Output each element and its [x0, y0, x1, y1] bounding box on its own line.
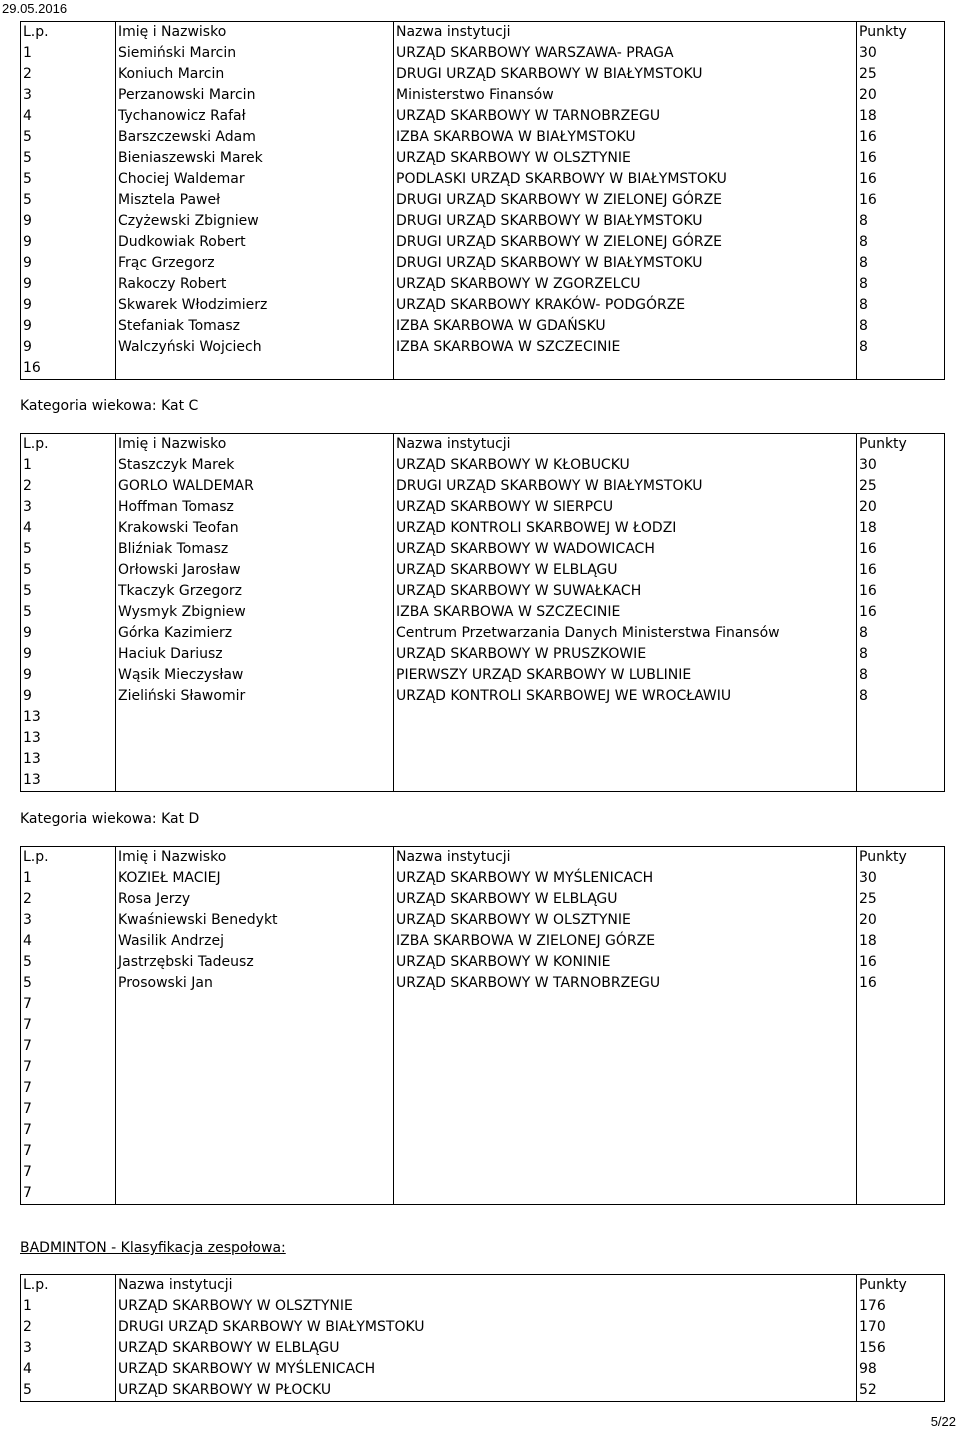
- table-cell: 7: [21, 1078, 116, 1099]
- table-cell: [394, 1078, 857, 1099]
- table-cell: 9: [21, 337, 116, 358]
- table-row: [21, 253, 945, 274]
- table-cell: 16: [857, 148, 945, 169]
- table-row: [21, 190, 945, 211]
- table-cell: 16: [857, 560, 945, 581]
- table-cell: [116, 770, 394, 792]
- table-cell: [116, 358, 394, 380]
- table-cell: 8: [857, 623, 945, 644]
- table-cell: URZĄD SKARBOWY W TARNOBRZEGU: [394, 973, 857, 994]
- table-cell: Koniuch Marcin: [116, 64, 394, 85]
- table-row: [21, 770, 945, 792]
- table-row: [21, 581, 945, 602]
- column-header: Nazwa instytucji: [394, 434, 857, 456]
- table-cell: Frąc Grzegorz: [116, 253, 394, 274]
- table-cell: 25: [857, 64, 945, 85]
- table-cell: URZĄD SKARBOWY W SIERPCU: [394, 497, 857, 518]
- table-cell: Barszczewski Adam: [116, 127, 394, 148]
- table-cell: URZĄD SKARBOWY W ELBLĄGU: [394, 560, 857, 581]
- table-cell: 8: [857, 644, 945, 665]
- table-cell: 2: [21, 889, 116, 910]
- table-cell: DRUGI URZĄD SKARBOWY W BIAŁYMSTOKU: [394, 64, 857, 85]
- table-cell: GORLO WALDEMAR: [116, 476, 394, 497]
- table-cell: Bliźniak Tomasz: [116, 539, 394, 560]
- table-row: [21, 85, 945, 106]
- header-row: [21, 434, 945, 456]
- table-cell: Chociej Waldemar: [116, 169, 394, 190]
- table-cell: [394, 707, 857, 728]
- table-row: [21, 169, 945, 190]
- table-cell: IZBA SKARBOWA W GDAŃSKU: [394, 316, 857, 337]
- table-cell: [857, 728, 945, 749]
- table-cell: [394, 1099, 857, 1120]
- table-cell: 20: [857, 497, 945, 518]
- table-cell: 16: [21, 358, 116, 380]
- table-row: [21, 1036, 945, 1057]
- table-cell: [857, 1120, 945, 1141]
- table-cell: [116, 707, 394, 728]
- table-cell: Tkaczyk Grzegorz: [116, 581, 394, 602]
- table-cell: URZĄD KONTROLI SKARBOWEJ WE WROCŁAWIU: [394, 686, 857, 707]
- table-cell: URZĄD SKARBOWY W OLSZTYNIE: [394, 148, 857, 169]
- table-cell: 5: [21, 952, 116, 973]
- table-row: [21, 1120, 945, 1141]
- table-cell: 7: [21, 1120, 116, 1141]
- table-cell: Orłowski Jarosław: [116, 560, 394, 581]
- table-cell: 16: [857, 127, 945, 148]
- table-cell: URZĄD SKARBOWY W ZGORZELCU: [394, 274, 857, 295]
- table-cell: URZĄD SKARBOWY W KŁOBUCKU: [394, 455, 857, 476]
- table-cell: 156: [857, 1338, 945, 1359]
- team-classification-title: BADMINTON - Klasyfikacja zespołowa:: [20, 1240, 286, 1256]
- table-row: [21, 1296, 945, 1317]
- table-row: [21, 316, 945, 337]
- table-cell: URZĄD SKARBOWY W OLSZTYNIE: [116, 1296, 857, 1317]
- table-row: [21, 358, 945, 380]
- column-header: L.p.: [21, 22, 116, 44]
- table-cell: [394, 1183, 857, 1205]
- table-row: [21, 1015, 945, 1036]
- table-cell: [116, 1078, 394, 1099]
- table-cell: Stefaniak Tomasz: [116, 316, 394, 337]
- table-cell: URZĄD SKARBOWY W OLSZTYNIE: [394, 910, 857, 931]
- table-cell: PIERWSZY URZĄD SKARBOWY W LUBLINIE: [394, 665, 857, 686]
- table-cell: 8: [857, 253, 945, 274]
- table-cell: [394, 1036, 857, 1057]
- table-cell: 9: [21, 253, 116, 274]
- table-row: [21, 868, 945, 889]
- column-header: Nazwa instytucji: [394, 847, 857, 869]
- column-header: Imię i Nazwisko: [116, 22, 394, 44]
- table-cell: Tychanowicz Rafał: [116, 106, 394, 127]
- table-row: [21, 211, 945, 232]
- column-header: Nazwa instytucji: [394, 22, 857, 44]
- table-row: [21, 106, 945, 127]
- table-row: [21, 43, 945, 64]
- table-cell: [857, 749, 945, 770]
- table-cell: 8: [857, 686, 945, 707]
- table-row: [21, 889, 945, 910]
- table-cell: 18: [857, 106, 945, 127]
- table-cell: 5: [21, 560, 116, 581]
- table-cell: 3: [21, 910, 116, 931]
- table-cell: 13: [21, 728, 116, 749]
- table-cell: 16: [857, 581, 945, 602]
- table-cell: 3: [21, 497, 116, 518]
- header-row: [21, 22, 945, 44]
- table-cell: 4: [21, 106, 116, 127]
- table-row: [21, 148, 945, 169]
- table-cell: 3: [21, 1338, 116, 1359]
- table-row: [21, 1057, 945, 1078]
- table-cell: 20: [857, 85, 945, 106]
- table-row: [21, 728, 945, 749]
- table-cell: 9: [21, 665, 116, 686]
- table-cell: IZBA SKARBOWA W SZCZECINIE: [394, 337, 857, 358]
- header-row: [21, 1275, 945, 1297]
- table-row: [21, 337, 945, 358]
- table-cell: 5: [21, 539, 116, 560]
- table-cell: 4: [21, 1359, 116, 1380]
- table-cell: URZĄD SKARBOWY W KONINIE: [394, 952, 857, 973]
- table-cell: [116, 749, 394, 770]
- table-cell: Hoffman Tomasz: [116, 497, 394, 518]
- table-row: [21, 295, 945, 316]
- table-cell: 16: [857, 952, 945, 973]
- table-cell: 5: [21, 169, 116, 190]
- table-cell: 5: [21, 602, 116, 623]
- table-cell: Bieniaszewski Marek: [116, 148, 394, 169]
- table-cell: URZĄD SKARBOWY W PRUSZKOWIE: [394, 644, 857, 665]
- table-cell: Wasilik Andrzej: [116, 931, 394, 952]
- table-cell: [394, 994, 857, 1015]
- column-header: Nazwa instytucji: [116, 1275, 857, 1297]
- table-row: [21, 497, 945, 518]
- table-cell: 8: [857, 274, 945, 295]
- table-row: [21, 644, 945, 665]
- table-row: [21, 539, 945, 560]
- table-cell: [857, 1099, 945, 1120]
- table-cell: Wąsik Mieczysław: [116, 665, 394, 686]
- table-cell: URZĄD SKARBOWY W ELBLĄGU: [394, 889, 857, 910]
- table-cell: [857, 994, 945, 1015]
- team-classification-section: [20, 1274, 944, 1402]
- table-cell: 13: [21, 707, 116, 728]
- table-cell: [116, 1057, 394, 1078]
- table-row: [21, 127, 945, 148]
- table-cell: 5: [21, 973, 116, 994]
- table-cell: [116, 1183, 394, 1205]
- page-number: 5/22: [930, 1414, 956, 1429]
- table-cell: 1: [21, 43, 116, 64]
- table-row: [21, 602, 945, 623]
- table-row: [21, 1338, 945, 1359]
- table-cell: 4: [21, 931, 116, 952]
- table-cell: [857, 1057, 945, 1078]
- table-row: [21, 560, 945, 581]
- table-cell: IZBA SKARBOWA W BIAŁYMSTOKU: [394, 127, 857, 148]
- table-cell: 8: [857, 337, 945, 358]
- results-table-a-section: [20, 21, 944, 380]
- table-cell: [116, 1120, 394, 1141]
- table-cell: 8: [857, 232, 945, 253]
- table-row: [21, 994, 945, 1015]
- table-cell: Prosowski Jan: [116, 973, 394, 994]
- table-cell: URZĄD SKARBOWY W MYŚLENICACH: [394, 868, 857, 889]
- table-cell: [116, 1099, 394, 1120]
- table-row: [21, 1099, 945, 1120]
- table-row: [21, 1183, 945, 1205]
- table-cell: Rakoczy Robert: [116, 274, 394, 295]
- table-cell: 9: [21, 211, 116, 232]
- table-row: [21, 910, 945, 931]
- category-c-table: [20, 433, 945, 792]
- table-cell: 8: [857, 295, 945, 316]
- table-cell: 18: [857, 931, 945, 952]
- column-header: Punkty: [857, 434, 945, 456]
- table-cell: Czyżewski Zbigniew: [116, 211, 394, 232]
- table-cell: Centrum Przetwarzania Danych Ministerstwa Finansów: [394, 623, 857, 644]
- table-cell: 5: [21, 190, 116, 211]
- table-cell: DRUGI URZĄD SKARBOWY W BIAŁYMSTOKU: [116, 1317, 857, 1338]
- table-cell: 1: [21, 455, 116, 476]
- table-cell: 7: [21, 1057, 116, 1078]
- table-cell: 30: [857, 455, 945, 476]
- column-header: Punkty: [857, 847, 945, 869]
- table-cell: 16: [857, 190, 945, 211]
- table-cell: [857, 358, 945, 380]
- table-cell: 16: [857, 169, 945, 190]
- table-cell: [116, 1162, 394, 1183]
- table-cell: 7: [21, 1141, 116, 1162]
- table-cell: 98: [857, 1359, 945, 1380]
- table-cell: Ministerstwo Finansów: [394, 85, 857, 106]
- table-cell: [116, 1015, 394, 1036]
- table-cell: URZĄD SKARBOWY W ELBLĄGU: [116, 1338, 857, 1359]
- category-c-section: [20, 433, 944, 792]
- table-cell: Perzanowski Marcin: [116, 85, 394, 106]
- category-c-title: Kategoria wiekowa: Kat C: [20, 398, 199, 414]
- table-cell: URZĄD KONTROLI SKARBOWEJ W ŁODZI: [394, 518, 857, 539]
- table-cell: 30: [857, 868, 945, 889]
- table-cell: 25: [857, 476, 945, 497]
- table-cell: [394, 728, 857, 749]
- table-cell: Rosa Jerzy: [116, 889, 394, 910]
- table-row: [21, 1380, 945, 1402]
- table-cell: 1: [21, 868, 116, 889]
- table-cell: URZĄD SKARBOWY W TARNOBRZEGU: [394, 106, 857, 127]
- table-cell: 5: [21, 581, 116, 602]
- table-cell: 7: [21, 994, 116, 1015]
- table-cell: 7: [21, 1162, 116, 1183]
- table-cell: DRUGI URZĄD SKARBOWY W BIAŁYMSTOKU: [394, 211, 857, 232]
- table-cell: 8: [857, 211, 945, 232]
- table-cell: 16: [857, 539, 945, 560]
- table-cell: 9: [21, 274, 116, 295]
- table-cell: [394, 1015, 857, 1036]
- table-cell: 170: [857, 1317, 945, 1338]
- table-row: [21, 665, 945, 686]
- table-cell: URZĄD SKARBOWY KRAKÓW- PODGÓRZE: [394, 295, 857, 316]
- table-cell: 1: [21, 1296, 116, 1317]
- print-date: 29.05.2016: [2, 1, 68, 16]
- results-table-a: [20, 21, 945, 380]
- table-cell: [394, 1120, 857, 1141]
- table-cell: Górka Kazimierz: [116, 623, 394, 644]
- table-cell: Staszczyk Marek: [116, 455, 394, 476]
- table-cell: [394, 1141, 857, 1162]
- table-cell: DRUGI URZĄD SKARBOWY W BIAŁYMSTOKU: [394, 476, 857, 497]
- table-cell: 5: [21, 1380, 116, 1402]
- table-cell: [394, 749, 857, 770]
- table-cell: 7: [21, 1183, 116, 1205]
- table-cell: PODLASKI URZĄD SKARBOWY W BIAŁYMSTOKU: [394, 169, 857, 190]
- table-cell: URZĄD SKARBOWY WARSZAWA- PRAGA: [394, 43, 857, 64]
- table-cell: 3: [21, 85, 116, 106]
- table-cell: Wysmyk Zbigniew: [116, 602, 394, 623]
- table-row: [21, 931, 945, 952]
- table-cell: Misztela Paweł: [116, 190, 394, 211]
- table-cell: 5: [21, 148, 116, 169]
- table-cell: [394, 1162, 857, 1183]
- table-cell: Krakowski Teofan: [116, 518, 394, 539]
- table-cell: Kwaśniewski Benedykt: [116, 910, 394, 931]
- table-row: [21, 973, 945, 994]
- table-cell: Siemiński Marcin: [116, 43, 394, 64]
- table-row: [21, 1317, 945, 1338]
- table-cell: 52: [857, 1380, 945, 1402]
- table-cell: [857, 1141, 945, 1162]
- table-cell: 13: [21, 749, 116, 770]
- table-cell: 16: [857, 973, 945, 994]
- table-cell: [857, 1036, 945, 1057]
- table-cell: Zieliński Sławomir: [116, 686, 394, 707]
- table-cell: 9: [21, 686, 116, 707]
- table-row: [21, 1078, 945, 1099]
- table-cell: [857, 770, 945, 792]
- table-cell: 4: [21, 518, 116, 539]
- table-cell: 2: [21, 476, 116, 497]
- table-cell: [116, 1036, 394, 1057]
- table-cell: Haciuk Dariusz: [116, 644, 394, 665]
- table-cell: Jastrzębski Tadeusz: [116, 952, 394, 973]
- table-cell: [857, 1015, 945, 1036]
- table-cell: [857, 1162, 945, 1183]
- table-cell: 20: [857, 910, 945, 931]
- table-cell: [857, 707, 945, 728]
- category-d-table: [20, 846, 945, 1205]
- table-cell: URZĄD SKARBOWY W WADOWICACH: [394, 539, 857, 560]
- table-cell: Skwarek Włodzimierz: [116, 295, 394, 316]
- table-cell: IZBA SKARBOWA W SZCZECINIE: [394, 602, 857, 623]
- table-cell: 9: [21, 316, 116, 337]
- table-cell: 9: [21, 623, 116, 644]
- table-row: [21, 1162, 945, 1183]
- table-cell: [394, 358, 857, 380]
- table-row: [21, 1141, 945, 1162]
- table-cell: DRUGI URZĄD SKARBOWY W BIAŁYMSTOKU: [394, 253, 857, 274]
- table-cell: 25: [857, 889, 945, 910]
- table-cell: 176: [857, 1296, 945, 1317]
- table-cell: 8: [857, 316, 945, 337]
- category-d-section: [20, 846, 944, 1205]
- table-row: [21, 952, 945, 973]
- table-cell: [394, 1057, 857, 1078]
- table-cell: [116, 1141, 394, 1162]
- table-cell: DRUGI URZĄD SKARBOWY W ZIELONEJ GÓRZE: [394, 190, 857, 211]
- table-row: [21, 476, 945, 497]
- table-cell: Walczyński Wojciech: [116, 337, 394, 358]
- table-row: [21, 707, 945, 728]
- table-row: [21, 686, 945, 707]
- table-cell: 9: [21, 232, 116, 253]
- table-cell: URZĄD SKARBOWY W PŁOCKU: [116, 1380, 857, 1402]
- column-header: Imię i Nazwisko: [116, 434, 394, 456]
- table-cell: 7: [21, 1036, 116, 1057]
- table-row: [21, 64, 945, 85]
- table-row: [21, 274, 945, 295]
- table-row: [21, 455, 945, 476]
- table-cell: URZĄD SKARBOWY W SUWAŁKACH: [394, 581, 857, 602]
- table-cell: DRUGI URZĄD SKARBOWY W ZIELONEJ GÓRZE: [394, 232, 857, 253]
- table-row: [21, 232, 945, 253]
- table-cell: [857, 1078, 945, 1099]
- header-row: [21, 847, 945, 869]
- table-cell: IZBA SKARBOWA W ZIELONEJ GÓRZE: [394, 931, 857, 952]
- column-header: Punkty: [857, 1275, 945, 1297]
- column-header: L.p.: [21, 1275, 116, 1297]
- table-cell: 9: [21, 295, 116, 316]
- column-header: Punkty: [857, 22, 945, 44]
- table-row: [21, 518, 945, 539]
- table-row: [21, 1359, 945, 1380]
- table-row: [21, 623, 945, 644]
- table-cell: Dudkowiak Robert: [116, 232, 394, 253]
- table-cell: 8: [857, 665, 945, 686]
- table-cell: [116, 728, 394, 749]
- table-cell: 9: [21, 644, 116, 665]
- table-cell: [116, 994, 394, 1015]
- table-cell: KOZIEŁ MACIEJ: [116, 868, 394, 889]
- table-cell: 16: [857, 602, 945, 623]
- table-row: [21, 749, 945, 770]
- column-header: L.p.: [21, 434, 116, 456]
- table-cell: 2: [21, 1317, 116, 1338]
- column-header: L.p.: [21, 847, 116, 869]
- table-cell: 5: [21, 127, 116, 148]
- table-cell: 18: [857, 518, 945, 539]
- table-cell: 7: [21, 1099, 116, 1120]
- table-cell: 13: [21, 770, 116, 792]
- table-cell: 30: [857, 43, 945, 64]
- table-cell: 7: [21, 1015, 116, 1036]
- table-cell: 2: [21, 64, 116, 85]
- category-d-title: Kategoria wiekowa: Kat D: [20, 811, 200, 827]
- table-cell: [857, 1183, 945, 1205]
- team-classification-table: [20, 1274, 945, 1402]
- table-cell: [394, 770, 857, 792]
- column-header: Imię i Nazwisko: [116, 847, 394, 869]
- table-cell: URZĄD SKARBOWY W MYŚLENICACH: [116, 1359, 857, 1380]
